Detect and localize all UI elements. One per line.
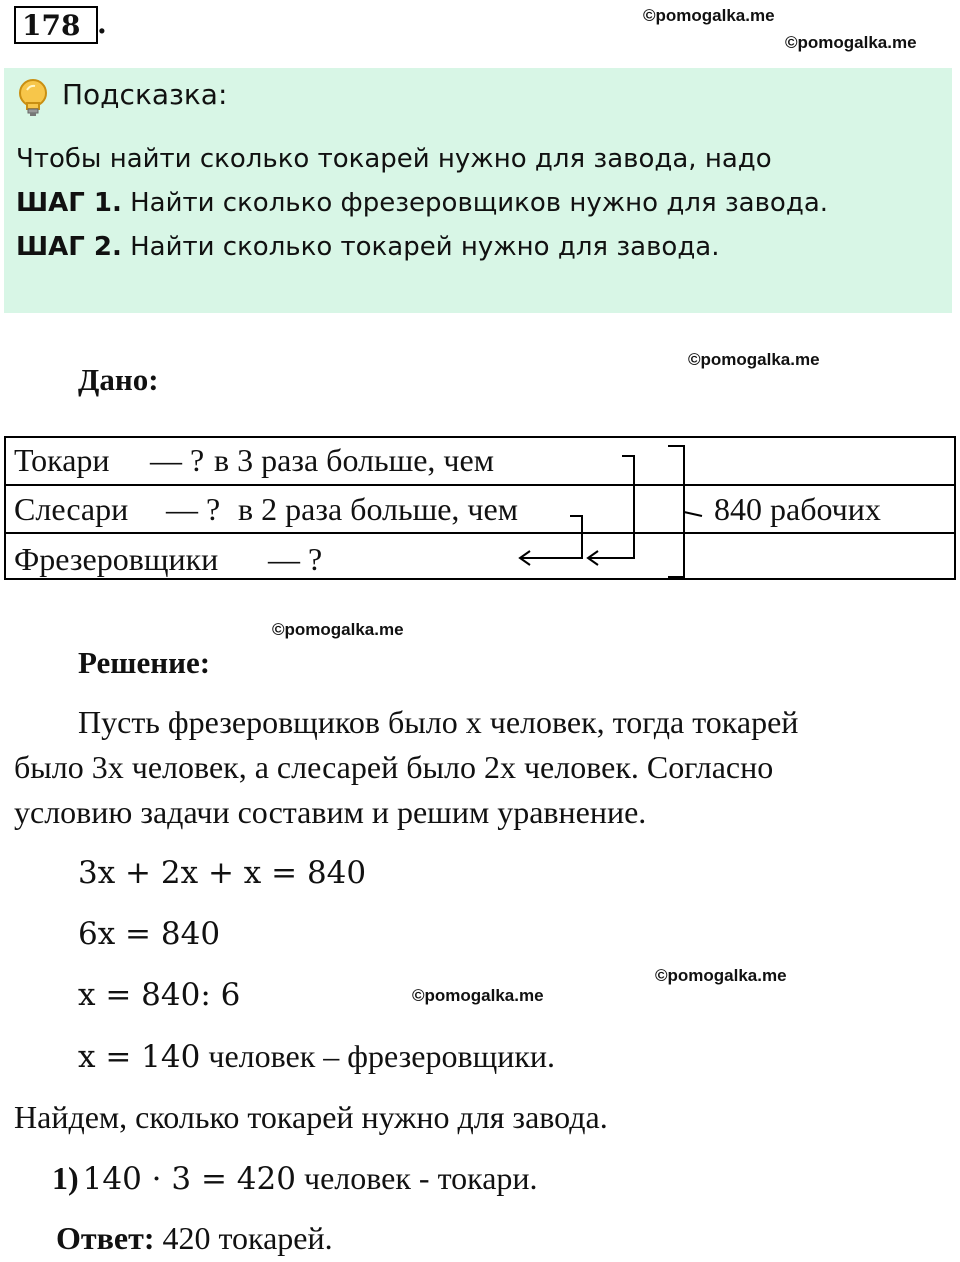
solution-paragraph-line: было 3x человек, а слесарей было 2x человек. Согласно — [14, 749, 774, 785]
hint-intro: Чтобы найти сколько токарей нужно для завода, надо — [16, 144, 772, 174]
given-total: 840 рабочих — [714, 491, 881, 527]
answer-label: Ответ: — [56, 1220, 155, 1256]
solution-step-1-math: 140 · 3 = 420 — [82, 1161, 296, 1197]
given-row-relation: в 3 раза больше, чем — [214, 442, 494, 478]
watermark: ©pomogalka.me — [643, 6, 775, 25]
equation-result-text: человек – фрезеровщики. — [200, 1038, 555, 1074]
answer-text: 420 токарей. — [154, 1220, 333, 1256]
equation: 6x = 840 — [78, 916, 221, 952]
lightbulb-icon — [16, 78, 50, 118]
task-number-dot: . — [97, 7, 107, 40]
equation-result-math: x = 140 — [78, 1039, 201, 1075]
solution-heading: Решение: — [78, 645, 211, 680]
hint-step-2-label: ШАГ 2. — [16, 232, 122, 262]
solution-step-1-text: человек - токари. — [295, 1160, 538, 1196]
watermark: ©pomogalka.me — [655, 966, 787, 985]
solution-paragraph-line: условию задачи составим и решим уравнение. — [14, 794, 647, 830]
equation: x = 840: 6 — [78, 977, 241, 1013]
equation-result — [78, 1038, 555, 1075]
watermark: ©pomogalka.me — [272, 620, 404, 639]
equation: 3x + 2x + x = 840 — [78, 855, 367, 891]
hint-step-2-text: Найти сколько токарей нужно для завода. — [121, 232, 720, 262]
given-row-relation: в 2 раза больше, чем — [238, 491, 518, 527]
solution-step-1 — [52, 1160, 538, 1197]
hint-step-2 — [16, 232, 720, 262]
watermark: ©pomogalka.me — [785, 33, 917, 52]
watermark: ©pomogalka.me — [688, 350, 820, 369]
task-number: 178 — [14, 6, 98, 44]
hint-step-1 — [16, 188, 828, 218]
given-row-dash: — ? — [150, 442, 205, 478]
solution-paragraph-line: Пусть фрезеровщиков было x человек, тогда токарей — [78, 704, 799, 740]
watermark: ©pomogalka.me — [412, 986, 544, 1005]
given-heading: Дано: — [78, 362, 159, 397]
given-row-dash: — ? — [268, 541, 323, 577]
given-row-name: Слесари — [14, 491, 129, 527]
given-row-name: Токари — [14, 442, 110, 478]
hint-step-1-text: Найти сколько фрезеровщиков нужно для завода. — [121, 188, 829, 218]
solution-step-1-label: 1) — [52, 1160, 79, 1196]
given-row-name: Фрезеровщики — [14, 541, 219, 577]
hint-step-1-label: ШАГ 1. — [16, 188, 122, 218]
hint-title: Подсказка: — [62, 78, 228, 111]
find-text: Найдем, сколько токарей нужно для завода. — [14, 1099, 608, 1135]
given-row-dash: — ? — [166, 491, 221, 527]
answer — [56, 1220, 333, 1257]
